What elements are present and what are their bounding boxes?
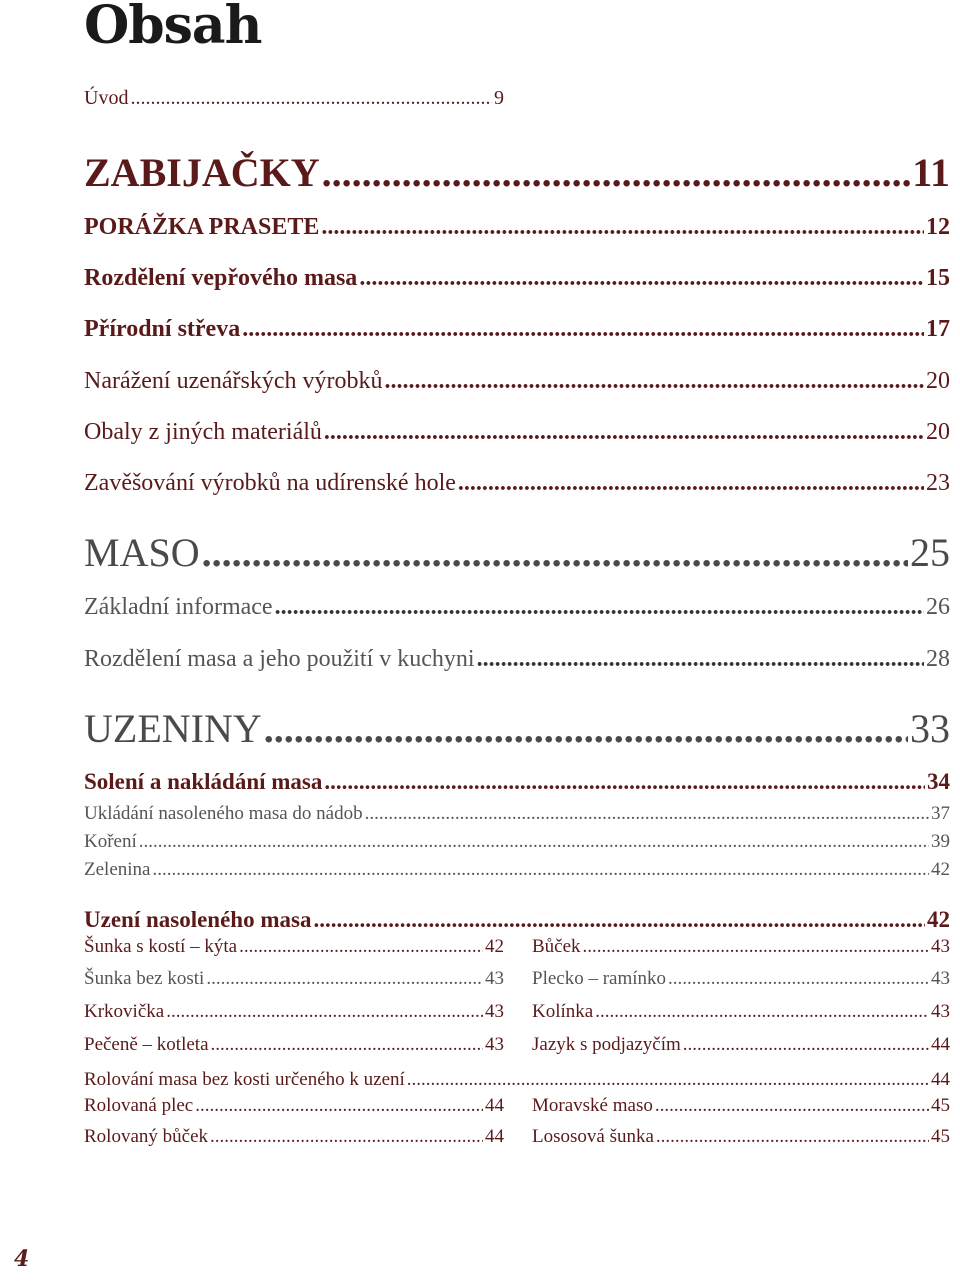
toc-entry-label: Šunka s kostí – kýta [84,936,238,957]
leader-dots [656,1125,929,1149]
toc-entry-page: 39 [931,831,950,852]
toc-entry-page: 43 [931,968,950,989]
toc-entry[interactable] [532,1094,950,1118]
toc-entry-page: 43 [485,1001,504,1022]
toc-entry-label: Rozdělení vepřového masa [84,265,358,291]
toc-entry[interactable] [84,802,950,826]
leader-dots [206,967,483,991]
leader-dots [139,830,929,854]
leader-dots [477,644,924,674]
toc-entry-page: 42 [485,936,504,957]
toc-entry-label: Jazyk s podjazyčím [532,1034,681,1055]
toc-entry[interactable] [532,1000,950,1024]
toc-chapter-zabijacky[interactable] [84,150,950,196]
leader-dots [321,212,924,242]
toc-entry-page: 20 [926,368,950,394]
toc-entry[interactable] [84,967,504,991]
page-title: Obsah [84,0,262,56]
toc-entry-label: Bůček [532,936,581,957]
leader-dots [239,935,483,959]
leader-dots [210,1125,483,1149]
toc-entry-page: 43 [485,1034,504,1055]
toc-entry-page: 44 [485,1095,504,1116]
toc-chapter-page: 11 [912,150,950,195]
toc-entry[interactable] [84,263,950,293]
leader-dots [655,1094,929,1118]
leader-dots [324,417,924,447]
toc-section-heading[interactable] [84,906,950,934]
toc-entry-page: 17 [926,316,950,342]
toc-chapter-label: UZENINY [84,706,262,751]
toc-entry-label: Přírodní střeva [84,316,241,342]
toc-chapter-page: 25 [910,530,950,575]
toc-entry-page: 37 [931,803,950,824]
leader-dots [385,366,924,396]
toc-entry-page: 43 [931,936,950,957]
toc-entry[interactable] [84,1033,504,1057]
leader-dots [202,530,908,576]
toc-entry[interactable] [84,1068,950,1092]
toc-entry-label: Rolovaný bůček [84,1126,209,1147]
toc-entry-page: 43 [931,1001,950,1022]
toc-entry-label: Uzení nasoleného masa [84,907,312,932]
toc-chapter-uzeniny[interactable] [84,706,950,752]
leader-dots [365,802,929,826]
toc-entry-label: Zavěšování výrobků na udírenské hole [84,470,456,496]
toc-entry[interactable] [84,644,950,674]
toc-entry-page: 34 [927,769,950,794]
toc-entry-page: 43 [485,968,504,989]
toc-entry-page: 12 [926,214,950,240]
toc-entry[interactable] [532,967,950,991]
toc-chapter-label: MASO [84,530,200,575]
toc-entry-label: Úvod [84,87,129,109]
toc-entry[interactable] [532,1125,950,1149]
toc-chapter-maso[interactable] [84,530,950,576]
toc-entry-label: Obaly z jiných materiálů [84,419,322,445]
toc-entry-uvod[interactable] [84,86,504,110]
toc-entry[interactable] [84,1094,504,1118]
toc-entry[interactable] [84,417,950,447]
toc-entry-page: 44 [931,1034,950,1055]
leader-dots [595,1000,929,1024]
toc-entry-label: Zelenina [84,859,151,880]
toc-entry-label: Rozdělení masa a jeho použití v kuchyni [84,646,475,672]
leader-dots [313,906,925,934]
toc-entry-label: Rolování masa bez kosti určeného k uzení [84,1069,405,1090]
toc-chapter-page: 33 [910,706,950,751]
toc-entry[interactable] [84,858,950,882]
toc-entry[interactable] [84,935,504,959]
toc-entry[interactable] [84,314,950,344]
toc-entry-label: Pečeně – kotleta [84,1034,209,1055]
leader-dots [152,858,929,882]
toc-entry-page: 45 [931,1095,950,1116]
toc-entry-label: Ukládání nasoleného masa do nádob [84,803,363,824]
toc-entry-page: 28 [926,646,950,672]
toc-entry-label: Lososová šunka [532,1126,654,1147]
toc-chapter-label: ZABIJAČKY [84,150,320,195]
toc-entry-page: 44 [931,1069,950,1090]
toc-entry-label: Narážení uzenářských výrobků [84,368,383,394]
toc-entry-page: 44 [485,1126,504,1147]
toc-section-heading[interactable] [84,768,950,796]
leader-dots [322,150,911,196]
toc-entry[interactable] [84,592,950,622]
toc-entry[interactable] [84,212,950,242]
toc-entry-label: Šunka bez kosti [84,968,205,989]
toc-entry-page: 42 [927,907,950,932]
toc-entry-page: 42 [931,859,950,880]
toc-entry-label: Kolínka [532,1001,594,1022]
toc-entry-label: Solení a nakládání masa [84,769,323,794]
toc-entry[interactable] [84,1000,504,1024]
leader-dots [195,1094,483,1118]
leader-dots [668,967,929,991]
toc-entry[interactable] [84,1125,504,1149]
toc-entry-label: Koření [84,831,137,852]
leader-dots [359,263,924,293]
leader-dots [130,86,492,110]
leader-dots [683,1033,929,1057]
toc-entry-page: 23 [926,470,950,496]
leader-dots [407,1068,929,1092]
toc-entry-page: 45 [931,1126,950,1147]
leader-dots [264,706,908,752]
leader-dots [583,935,929,959]
toc-entry[interactable] [84,366,950,396]
toc-entry-label: Moravské maso [532,1095,653,1116]
leader-dots [211,1033,483,1057]
toc-entry-label: Rolovaná plec [84,1095,194,1116]
leader-dots [166,1000,483,1024]
toc-entry-page: 9 [494,87,504,109]
page-number: 4 [14,1246,30,1272]
leader-dots [275,592,924,622]
leader-dots [324,768,925,796]
toc-entry[interactable] [532,1033,950,1057]
toc-entry-label: Základní informace [84,594,273,620]
toc-entry-label: PORÁŽKA PRASETE [84,214,320,240]
toc-entry-label: Krkovička [84,1001,165,1022]
toc-entry[interactable] [532,935,950,959]
toc-entry-page: 20 [926,419,950,445]
toc-entry-page: 26 [926,594,950,620]
toc-entry-label: Plecko – ramínko [532,968,667,989]
toc-entry[interactable] [84,468,950,498]
leader-dots [242,314,924,344]
toc-entry[interactable] [84,830,950,854]
toc-entry-page: 15 [926,265,950,291]
leader-dots [458,468,924,498]
